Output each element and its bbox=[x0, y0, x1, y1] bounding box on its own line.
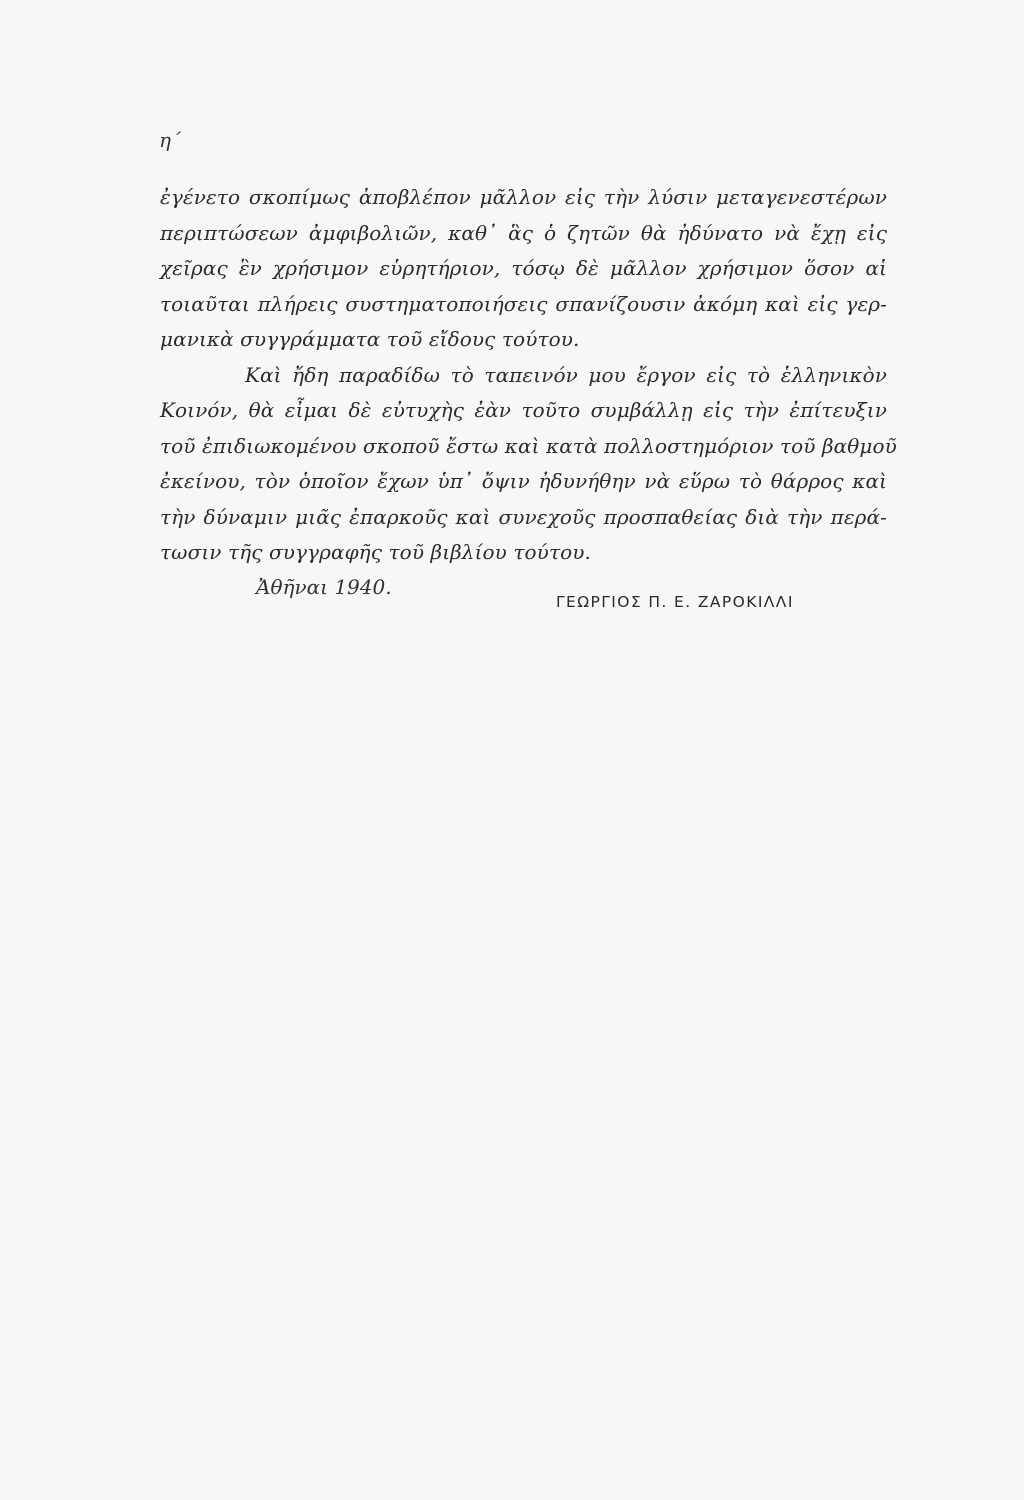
author-signature: ΓΕΩΡΓΙΟΣ Π. Ε. ΖΑΡΟΚΙΛΛΙ bbox=[556, 593, 794, 611]
text-line: τὴν δύναμιν μιᾶς ἐπαρκοῦς καὶ συνεχοῦς προσπαθείας διὰ τὴν περά- bbox=[160, 504, 887, 529]
text-line: περιπτώσεων ἀμφιβολιῶν, καθ᾽ ἃς ὁ ζητῶν θὰ ἠδύνατο νὰ ἔχῃ εἰς bbox=[160, 220, 887, 245]
text-line: τοῦ ἐπιδιωκομένου σκοποῦ ἔστω καὶ κατὰ πολλοστημόριον τοῦ βαθμοῦ bbox=[160, 433, 897, 458]
text-line: μανικὰ συγγράμματα τοῦ εἴδους τούτου. bbox=[160, 327, 580, 351]
text-line: Καὶ ἤδη παραδίδω τὸ ταπεινόν μου ἔργον εἰς τὸ ἑλληνικὸν bbox=[245, 362, 887, 387]
text-line: τοιαῦται πλήρεις συστηματοποιήσεις σπανίζουσιν ἀκόμη καὶ εἰς γερ- bbox=[160, 291, 887, 316]
place-date: Ἀθῆναι 1940. bbox=[256, 575, 392, 599]
text-line: ἐγένετο σκοπίμως ἀποβλέπον μᾶλλον εἰς τὴν λύσιν μεταγενεστέρων bbox=[160, 185, 887, 209]
text-line: ἐκείνου, τὸν ὁποῖον ἔχων ὑπ᾽ ὄψιν ἠδυνήθην νὰ εὕρω τὸ θάρρος καὶ bbox=[160, 469, 887, 493]
body-text bbox=[160, 180, 897, 571]
text-line: Κοινόν, θὰ εἶμαι δὲ εὐτυχὴς ἐὰν τοῦτο συμβάλλῃ εἰς τὴν ἐπίτευξιν bbox=[160, 398, 887, 422]
page-number: η΄ bbox=[159, 128, 181, 152]
paragraph-dedication bbox=[160, 358, 897, 571]
paragraph-continuation bbox=[160, 180, 887, 358]
text-line: χεῖρας ἓν χρήσιμον εὑρητήριον, τόσῳ δὲ μᾶλλον χρήσιμον ὅσον αἱ bbox=[160, 256, 887, 280]
text-line: τωσιν τῆς συγγραφῆς τοῦ βιβλίου τούτου. bbox=[160, 540, 591, 564]
